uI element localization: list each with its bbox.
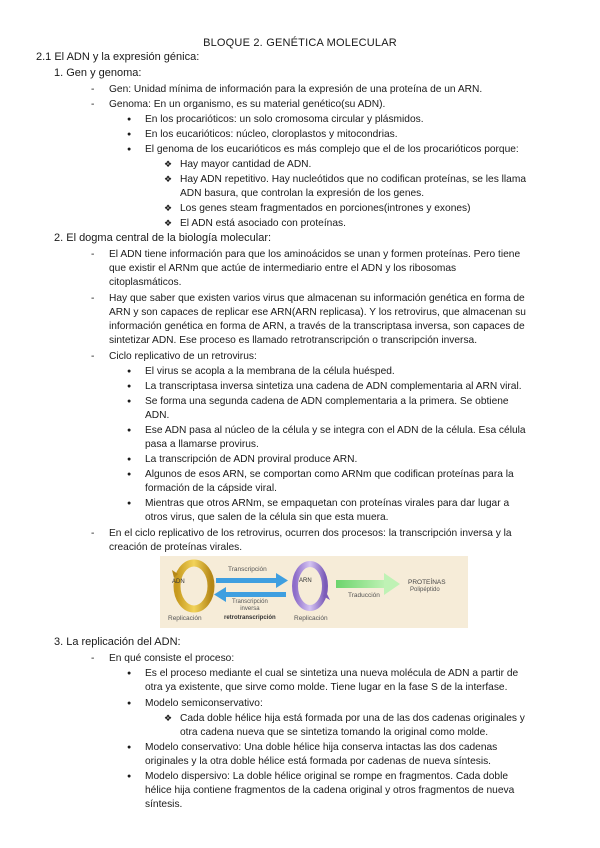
label-transcripcion-inversa-line2: inversa [240, 606, 260, 612]
text-transcriptasa: información genética en forma de ARN, a través de la transcriptasa inversa, son capaces de [109, 321, 525, 332]
text-adn-basura: ADN basura, que controlan la expresión de los genes. [180, 188, 425, 199]
diamond-mayor-adn: ❖ Hay mayor cantidad de ADN. [180, 158, 311, 171]
diamond-adn-proteinas: ❖ El ADN está asociado con proteínas. [180, 217, 346, 230]
bullet-transcriptasa-inversa: ● La transcriptasa inversa sintetiza una cadena de ADN complementaria al ARN viral. [145, 380, 522, 393]
bullet-virus-acopla: ● El virus se acopla a la membrana de la célula huésped. [145, 365, 395, 378]
text-citoplasmaticos: citoplasmáticos. [109, 277, 182, 288]
label-polipeptido: Polipéptido [410, 587, 440, 593]
label-replicacion-arn: Replicación [294, 615, 328, 622]
heading-replicacion-adn: 3. La replicación del ADN: [54, 636, 181, 648]
text-capside-viral: formación de la cápside viral. [145, 483, 277, 494]
transcription-arrow-icon [216, 573, 288, 588]
diamond-doble-helice-hija: ❖ Cada doble hélice hija está formada por una de las dos cadenas originales y [180, 712, 525, 725]
bullet-semiconservativo: ● Modelo semiconservativo: [145, 697, 263, 710]
text-cadena-nueva: otra cadena nueva que se sintetiza tomando la original como molde. [180, 727, 489, 738]
label-replicacion-adn: Replicación [168, 615, 202, 622]
bullet-segunda-cadena: ● Se forma una segunda cadena de ADN complementaria a la primera. Se obtiene [145, 395, 509, 408]
label-arn: ARN [299, 578, 312, 584]
diamond-adn-repetitivo: ❖ Hay ADN repetitivo. Hay nucleótidos que no codifican proteínas, se les llama [180, 173, 526, 186]
dogma-central-figure [160, 556, 468, 628]
item-adn-informacion: - El ADN tiene información para que los aminoácidos se unan y formen proteínas. Pero tiene [109, 248, 520, 261]
text-fragmentos: hélice hija contiene fragmentos de la cadena original y otros fragmentos de nueva [145, 785, 515, 796]
label-transcripcion: Transcripción [228, 566, 267, 573]
text-proteinas-virales: creación de proteínas virales. [109, 542, 243, 553]
label-retrotranscripcion: retrotranscripción [224, 615, 276, 621]
dna-ring-icon [172, 563, 211, 609]
text-sintesis: síntesis. [145, 799, 183, 810]
page-title: BLOQUE 2. GENÉTICA MOLECULAR [203, 37, 397, 49]
bullet-proceso-sintesis: ● Es el proceso mediante el cual se sintetiza una nueva molécula de ADN a partir de [145, 667, 518, 680]
heading-gen-genoma: 1. Gen y genoma: [54, 67, 142, 79]
label-adn: ADN [172, 579, 185, 585]
item-en-que-consiste: - En qué consiste el proceso: [109, 652, 234, 665]
item-gen: - Gen: Unidad mínima de información para la expresión de una proteína de un ARN. [109, 83, 482, 96]
bullet-eucarioticos: ● En los eucarióticos: núcleo, cloroplastos y mitocondrias. [145, 128, 398, 141]
text-otros-virus: otros virus, que salen de la célula sin que esta muera. [145, 512, 389, 523]
text-retrotranscripcion: sintetizar ADN. Ese proceso es llamado retrotranscripción o transcripción inversa. [109, 335, 478, 346]
rna-ring-icon [295, 564, 330, 608]
label-proteinas: PROTEÍNAS [408, 579, 446, 586]
text-nueva-sintesis: originales y la otra doble hélice está formada por cadenas de nueva síntesis. [145, 756, 492, 767]
bullet-conservativo: ● Modelo conservativo: Una doble hélice hija conserva intactas las dos cadenas [145, 741, 497, 754]
label-transcripcion-inversa [232, 599, 268, 613]
section-heading: 2.1 El ADN y la expresión génica: [36, 51, 200, 63]
heading-dogma-central: 2. El dogma central de la biología molecular: [54, 232, 272, 244]
bullet-adn-nucleo: ● Ese ADN pasa al núcleo de la célula y se integra con el ADN de la célula. Esa célula [145, 424, 526, 437]
text-provirus: pasa a llamarse provirus. [145, 439, 259, 450]
bullet-arn-arnm: ● Algunos de esos ARN, se comportan como ARNm que codifican proteínas para la [145, 468, 514, 481]
text-arn-replicasa: ARN y son capaces de replicar ese ARN(ARN replicasa). Y los retrovirus, que almacenan su [109, 307, 526, 318]
item-genoma: - Genoma: En un organismo, es su material genético(su ADN). [109, 98, 385, 111]
item-virus-arn: - Hay que saber que existen varios virus que almacenan su información genética en forma de [109, 292, 525, 305]
bullet-dispersivo: ● Modelo dispersivo: La doble hélice original se rompe en fragmentos. Cada doble [145, 770, 508, 783]
item-ciclo-replicativo: - Ciclo replicativo de un retrovirus: [109, 350, 257, 363]
text-arnm-intermediario: que existir el ARNm que actúe de intermediario entre el ADN y los ribosomas [109, 263, 457, 274]
label-transcripcion-inversa-line1: Transcripción [232, 599, 268, 605]
text-obtiene-adn: ADN. [145, 410, 170, 421]
bullet-transcripcion-proviral: ● La transcripción de ADN proviral produce ARN. [145, 453, 357, 466]
text-fase-s: otra ya existente, que sirve como molde. Tiene lugar en la fase S de la interfase. [145, 682, 508, 693]
label-traduccion: Traducción [348, 592, 380, 599]
diamond-genes-fragmentados: ❖ Los genes steam fragmentados en porciones(intrones y exones) [180, 202, 471, 215]
bullet-procarioticos: ● En los procarióticos: un solo cromosoma circular y plásmidos. [145, 113, 424, 126]
bullet-genoma-complejo: ● El genoma de los eucarióticos es más complejo que el de los procarióticos porque: [145, 143, 519, 156]
item-dos-procesos: - En el ciclo replicativo de los retrovirus, ocurren dos procesos: la transcripción inversa y la [109, 527, 512, 540]
bullet-empaquetan: ● Mientras que otros ARNm, se empaquetan con proteínas virales para dar lugar a [145, 497, 509, 510]
